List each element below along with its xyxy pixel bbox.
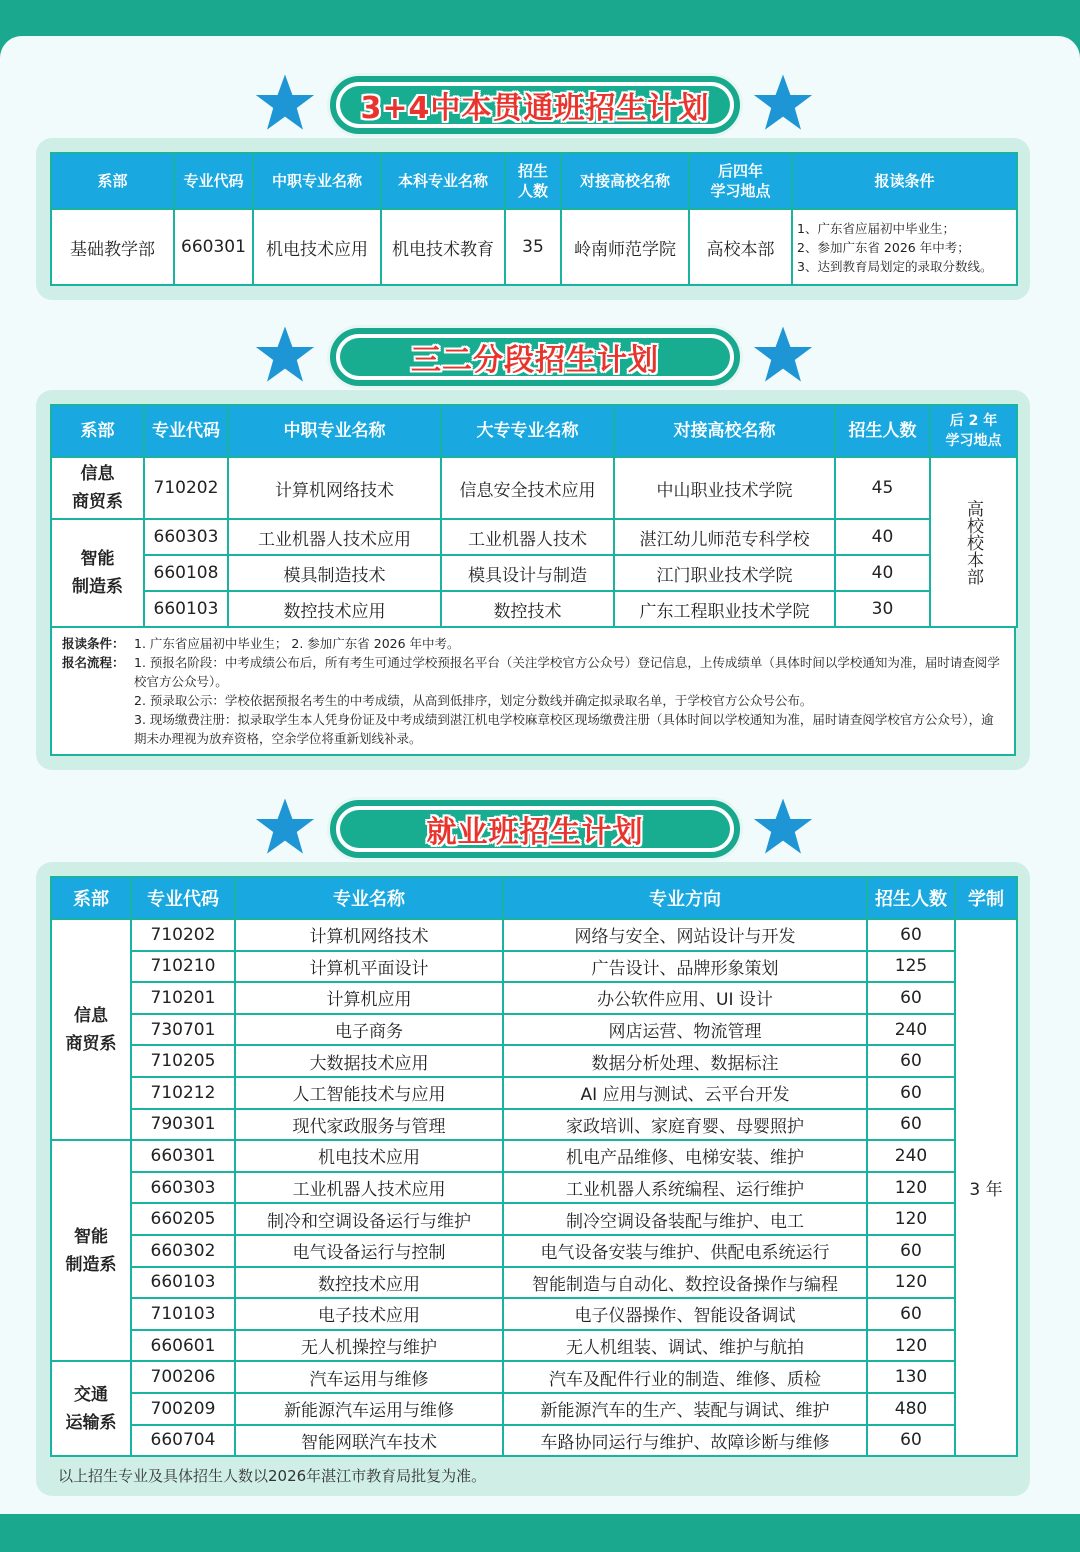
table-three-two [50,404,1018,628]
table-row [51,519,1017,555]
name-cell: 电子商务 [235,1014,503,1046]
code-cell: 660301 [131,1140,235,1172]
direction-cell: 机电产品维修、电梯安装、维护 [503,1140,867,1172]
code-cell: 660108 [144,555,228,591]
college-cell: 湛江幼儿师范专科学校 [614,519,835,555]
name-cell: 无人机操控与维护 [235,1330,503,1362]
conditions-note: 报读条件： 1. 广东省应届初中毕业生； 2. 参加广东省 2026 年中考。 [62,636,460,651]
section-title: 就业班招生计划 [426,815,644,850]
count-cell: 60 [867,1235,955,1267]
header-cell: 学制 [955,877,1017,919]
code-cell: 710202 [131,919,235,951]
code-cell: 660302 [131,1235,235,1267]
count-cell: 130 [867,1361,955,1393]
table-employment [50,876,1018,1457]
count-cell: 120 [867,1172,955,1204]
section-title: 3+4中本贯通班招生计划 [360,91,710,126]
header-cell: 招生人数 [835,405,930,457]
count-cell: 60 [867,1298,955,1330]
count-cell: 60 [867,1045,955,1077]
footnote: 以上招生专业及具体招生人数以2026年湛江市教育局批复为准。 [58,1467,487,1486]
table-row [51,591,1017,627]
code-cell: 710201 [131,982,235,1014]
direction-cell: AI 应用与测试、云平台开发 [503,1077,867,1109]
panel-table-1 [36,138,1030,300]
name-cell: 计算机网络技术 [235,919,503,951]
name-cell: 现代家政服务与管理 [235,1109,503,1141]
bottom-band [0,1514,1080,1552]
table-row [51,1298,1017,1330]
count-cell: 45 [835,457,930,519]
major-cell: 工业机器人技术应用 [228,519,441,555]
duration-cell: 3 年 [955,919,1017,1456]
college-cell: 广东工程职业技术学院 [614,591,835,627]
header-cell: 系部 [51,153,174,209]
section-heading-3 [0,794,1080,866]
table-row [51,209,1017,285]
header-cell: 招生 人数 [505,153,561,209]
header-cell: 中职专业名称 [228,405,441,457]
count-cell: 120 [867,1330,955,1362]
direction-cell: 家政培训、家庭育婴、母婴照护 [503,1109,867,1141]
code-cell: 660103 [144,591,228,627]
code-cell: 660704 [131,1425,235,1457]
name-cell: 数控技术应用 [235,1267,503,1299]
table-row [51,951,1017,983]
direction-cell: 办公软件应用、UI 设计 [503,982,867,1014]
table-row [51,1267,1017,1299]
star-icon [254,796,316,858]
count-cell: 60 [867,919,955,951]
dept-cell: 智能 制造系 [51,519,144,627]
count-cell: 60 [867,1109,955,1141]
count-cell: 120 [867,1267,955,1299]
count-cell: 120 [867,1203,955,1235]
header-cell: 系部 [51,405,144,457]
count-cell: 40 [835,519,930,555]
code-cell: 700209 [131,1393,235,1425]
code-cell: 710210 [131,951,235,983]
header-cell: 对接高校名称 [561,153,689,209]
college-cell: 江门职业技术学院 [614,555,835,591]
table-row [51,1172,1017,1204]
count-cell: 125 [867,951,955,983]
dept-cell: 智能 制造系 [51,1140,131,1361]
major-cell: 计算机网络技术 [228,457,441,519]
header-cell: 专业代码 [131,877,235,919]
code-cell: 710103 [131,1298,235,1330]
name-cell: 大数据技术应用 [235,1045,503,1077]
table-3plus4 [50,152,1018,286]
star-icon [752,72,814,134]
star-icon [752,324,814,386]
major-cell: 模具制造技术 [228,555,441,591]
name-cell: 机电技术应用 [235,1140,503,1172]
code-cell: 660303 [144,519,228,555]
name-cell: 计算机平面设计 [235,951,503,983]
code-cell: 660303 [131,1172,235,1204]
code-cell: 730701 [131,1014,235,1046]
header-cell: 专业代码 [174,153,253,209]
name-cell: 新能源汽车运用与维修 [235,1393,503,1425]
header-cell: 报读条件 [792,153,1017,209]
direction-cell: 新能源汽车的生产、装配与调试、维护 [503,1393,867,1425]
name-cell: 工业机器人技术应用 [235,1172,503,1204]
header-cell: 专业名称 [235,877,503,919]
panel-table-3 [36,862,1030,1496]
direction-cell: 车路协同运行与维护、故障诊断与维修 [503,1425,867,1457]
college-major-cell: 信息安全技术应用 [441,457,614,519]
count-cell: 35 [505,209,561,285]
count-cell: 60 [867,1077,955,1109]
place-cell: 高校校本部 [930,457,1017,627]
star-icon [254,72,316,134]
university-cell: 岭南师范学院 [561,209,689,285]
dept-cell: 基础教学部 [51,209,174,285]
direction-cell: 工业机器人系统编程、运行维护 [503,1172,867,1204]
name-cell: 计算机应用 [235,982,503,1014]
major-cell: 机电技术应用 [253,209,381,285]
section-banner [330,328,740,386]
direction-cell: 电气设备安装与维护、供配电系统运行 [503,1235,867,1267]
direction-cell: 电子仪器操作、智能设备调试 [503,1298,867,1330]
place-cell: 高校本部 [689,209,792,285]
table-row [51,555,1017,591]
table-row [51,919,1017,951]
header-cell: 中职专业名称 [253,153,381,209]
section-title: 三二分段招生计划 [411,343,659,378]
header-cell: 系部 [51,877,131,919]
table-header-row [51,153,1017,209]
notes-box [50,628,1016,756]
process-note: 报名流程： 1. 预报名阶段：中考成绩公布后，所有考生可通过学校预报名平台（关注学校官方公众号）登记信息，上传成绩单（具体时间以学校通知为准，届时请查阅学校官方公众号）。 [62,655,1000,689]
table-row [51,1393,1017,1425]
table-row [51,1203,1017,1235]
table-row [51,457,1017,519]
name-cell: 电气设备运行与控制 [235,1235,503,1267]
table-row [51,1361,1017,1393]
header-cell: 对接高校名称 [614,405,835,457]
panel-table-2 [36,390,1030,770]
header-cell: 专业代码 [144,405,228,457]
star-icon [254,324,316,386]
college-major-cell: 模具设计与制造 [441,555,614,591]
conditions-cell: 1、广东省应届初中毕业生； 2、参加广东省 2026 年中考； 3、达到教育局划定的录取分数线。 [792,209,1017,285]
header-cell: 大专专业名称 [441,405,614,457]
process-step: 3. 现场缴费注册：拟录取学生本人凭身份证及中考成绩到湛江机电学校麻章校区现场缴费注册（具体时间以学校通知为准，届时请查阅学校官方公众号），逾期未办理视为放弃资格，空余学位将重新划线补录。 [134,712,994,746]
direction-cell: 制冷空调设备装配与维护、电工 [503,1203,867,1235]
direction-cell: 汽车及配件行业的制造、维修、质检 [503,1361,867,1393]
section-banner [330,76,740,134]
header-cell: 专业方向 [503,877,867,919]
college-major-cell: 数控技术 [441,591,614,627]
name-cell: 智能网联汽车技术 [235,1425,503,1457]
count-cell: 240 [867,1014,955,1046]
dept-cell: 信息 商贸系 [51,919,131,1140]
table-header-row [51,405,1017,457]
header-cell: 后四年 学习地点 [689,153,792,209]
code-cell: 660601 [131,1330,235,1362]
direction-cell: 网店运营、物流管理 [503,1014,867,1046]
count-cell: 40 [835,555,930,591]
count-cell: 60 [867,1425,955,1457]
section-heading-2 [0,322,1080,394]
code-cell: 660103 [131,1267,235,1299]
count-cell: 240 [867,1140,955,1172]
code-cell: 660301 [174,209,253,285]
table-row [51,1045,1017,1077]
direction-cell: 智能制造与自动化、数控设备操作与编程 [503,1267,867,1299]
header-cell: 招生人数 [867,877,955,919]
code-cell: 660205 [131,1203,235,1235]
count-cell: 480 [867,1393,955,1425]
section-banner [330,800,740,858]
header-cell: 后 2 年 学习地点 [930,405,1017,457]
table-row [51,1235,1017,1267]
table-row [51,1014,1017,1046]
section-heading-1 [0,70,1080,142]
table-row [51,1425,1017,1457]
code-cell: 710202 [144,457,228,519]
major-cell: 数控技术应用 [228,591,441,627]
bachelor-cell: 机电技术教育 [381,209,505,285]
dept-cell: 交通 运输系 [51,1361,131,1456]
college-cell: 中山职业技术学院 [614,457,835,519]
table-row [51,982,1017,1014]
table-row [51,1077,1017,1109]
direction-cell: 网络与安全、网站设计与开发 [503,919,867,951]
table-row [51,1330,1017,1362]
code-cell: 790301 [131,1109,235,1141]
code-cell: 710212 [131,1077,235,1109]
table-row [51,1140,1017,1172]
header-cell: 本科专业名称 [381,153,505,209]
direction-cell: 数据分析处理、数据标注 [503,1045,867,1077]
code-cell: 710205 [131,1045,235,1077]
count-cell: 60 [867,982,955,1014]
process-step: 2. 预录取公示：学校依据预报名考生的中考成绩，从高到低排序，划定分数线并确定拟录取名单，于学校官方公众号公布。 [134,693,813,708]
table-row [51,1109,1017,1141]
star-icon [752,796,814,858]
direction-cell: 广告设计、品牌形象策划 [503,951,867,983]
name-cell: 制冷和空调设备运行与维护 [235,1203,503,1235]
table-header-row [51,877,1017,919]
name-cell: 人工智能技术与应用 [235,1077,503,1109]
college-major-cell: 工业机器人技术 [441,519,614,555]
code-cell: 700206 [131,1361,235,1393]
dept-cell: 信息 商贸系 [51,457,144,519]
direction-cell: 无人机组装、调试、维护与航拍 [503,1330,867,1362]
name-cell: 汽车运用与维修 [235,1361,503,1393]
name-cell: 电子技术应用 [235,1298,503,1330]
count-cell: 30 [835,591,930,627]
